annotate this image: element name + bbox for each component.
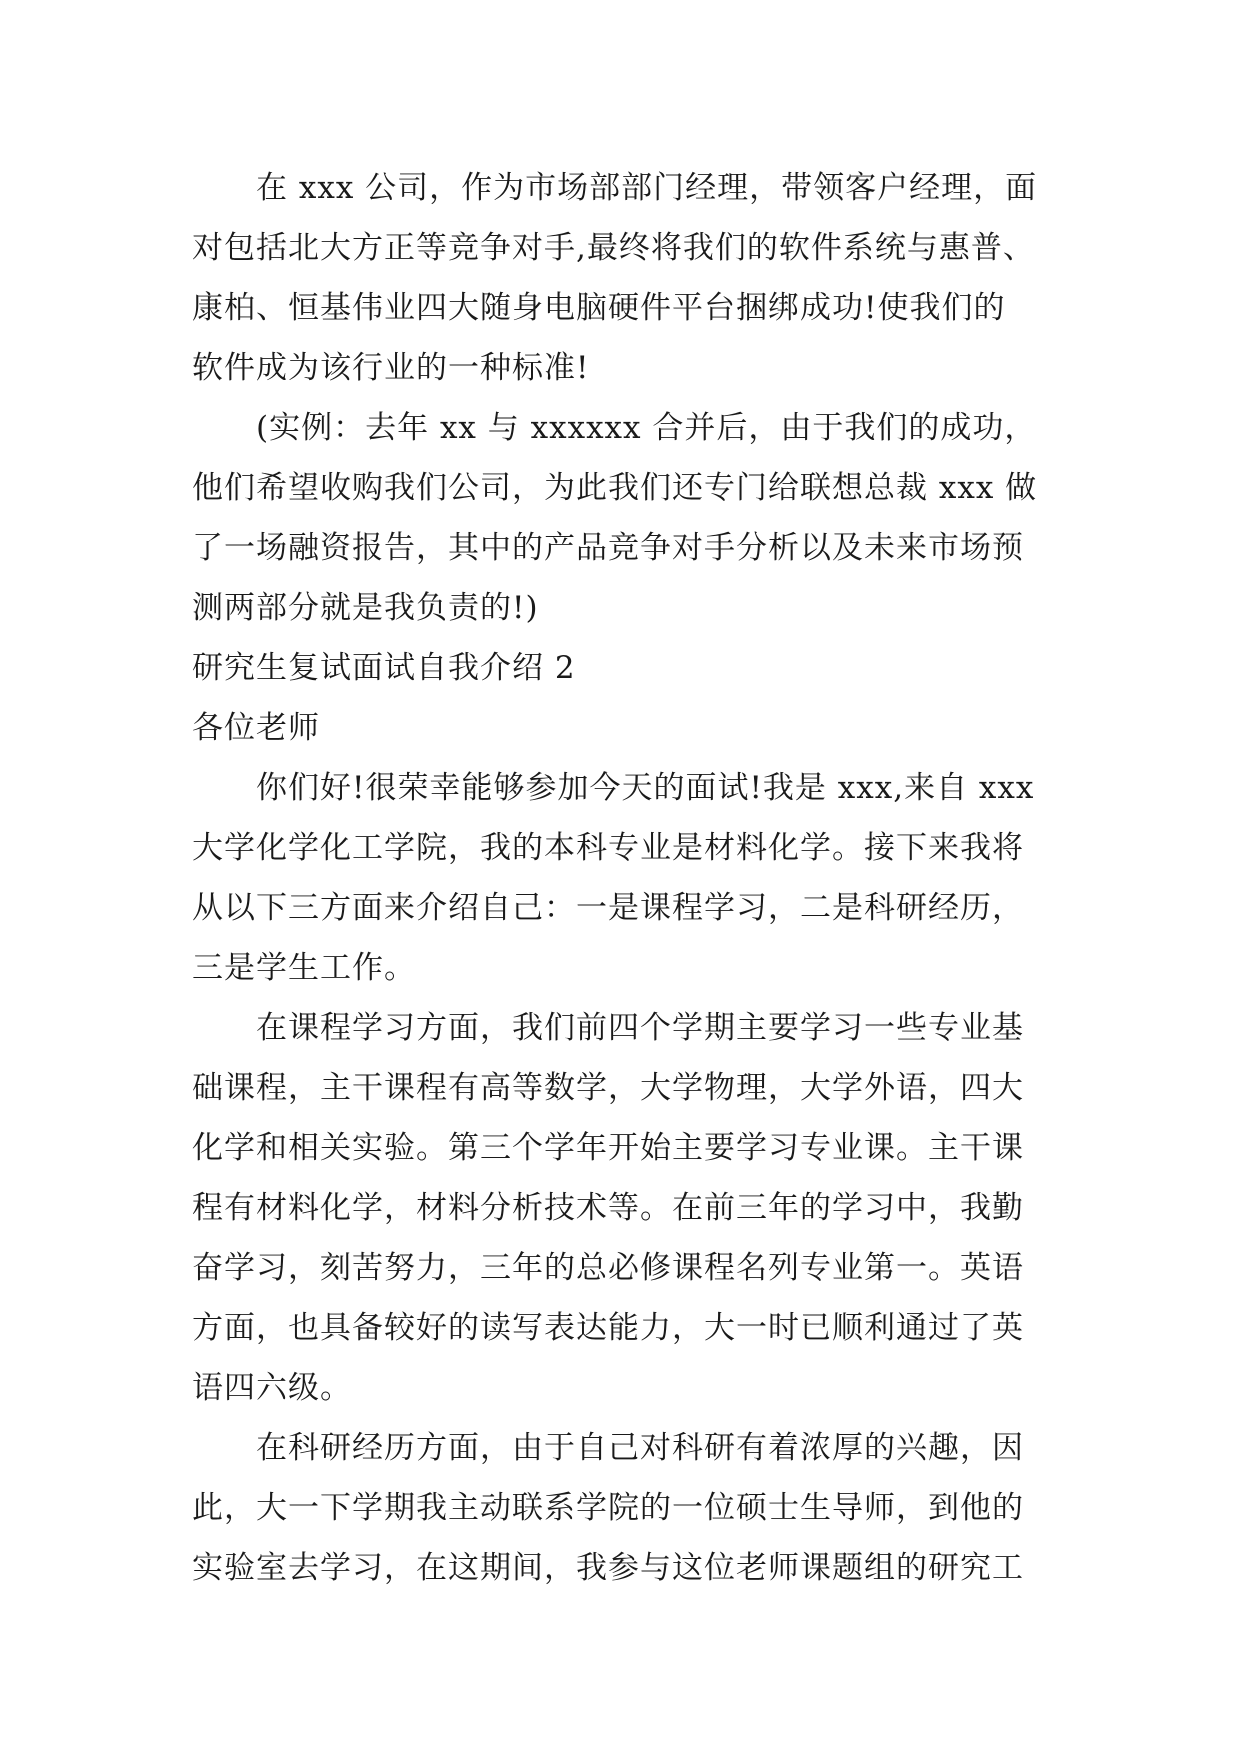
paragraph-line: 实验室去学习，在这期间，我参与这位老师课题组的研究工 <box>192 1550 1024 1586</box>
paragraph-line: 了一场融资报告，其中的产品竞争对手分析以及未来市场预 <box>192 530 1024 566</box>
paragraph-line: (实例：去年 xx 与 xxxxxx 合并后，由于我们的成功， <box>256 410 1037 446</box>
paragraph-line: 语四六级。 <box>192 1370 352 1406</box>
section-title: 研究生复试面试自我介绍 2 <box>192 650 576 686</box>
paragraph-line: 康柏、恒基伟业四大随身电脑硬件平台捆绑成功!使我们的 <box>192 290 1006 326</box>
paragraph-line: 三是学生工作。 <box>192 950 416 986</box>
paragraph-line: 大学化学化工学院，我的本科专业是材料化学。接下来我将 <box>192 830 1024 866</box>
paragraph-line: 方面，也具备较好的读写表达能力，大一时已顺利通过了英 <box>192 1310 1024 1346</box>
paragraph-line: 础课程，主干课程有高等数学，大学物理，大学外语，四大 <box>192 1070 1024 1106</box>
paragraph-line: 对包括北大方正等竞争对手,最终将我们的软件系统与惠普、 <box>192 230 1035 266</box>
paragraph-line: 程有材料化学，材料分析技术等。在前三年的学习中，我勤 <box>192 1190 1024 1226</box>
paragraph-line: 软件成为该行业的一种标准! <box>192 350 590 386</box>
paragraph-line: 测两部分就是我负责的!) <box>192 590 539 626</box>
paragraph-line: 从以下三方面来介绍自己：一是课程学习，二是科研经历， <box>192 890 1024 926</box>
paragraph-line: 在课程学习方面，我们前四个学期主要学习一些专业基 <box>256 1010 1024 1046</box>
paragraph-line: 在科研经历方面，由于自己对科研有着浓厚的兴趣，因 <box>256 1430 1024 1466</box>
salutation: 各位老师 <box>192 710 320 746</box>
paragraph-line: 他们希望收购我们公司，为此我们还专门给联想总裁 xxx 做 <box>192 470 1038 506</box>
paragraph-line: 此，大一下学期我主动联系学院的一位硕士生导师，到他的 <box>192 1490 1024 1526</box>
paragraph-line: 在 xxx 公司，作为市场部部门经理，带领客户经理，面 <box>256 170 1038 206</box>
paragraph-line: 奋学习，刻苦努力，三年的总必修课程名列专业第一。英语 <box>192 1250 1024 1286</box>
paragraph-line: 你们好!很荣幸能够参加今天的面试!我是 xxx,来自 xxx <box>256 770 1035 806</box>
paragraph-line: 化学和相关实验。第三个学年开始主要学习专业课。主干课 <box>192 1130 1024 1166</box>
document-body <box>192 158 1052 1598</box>
